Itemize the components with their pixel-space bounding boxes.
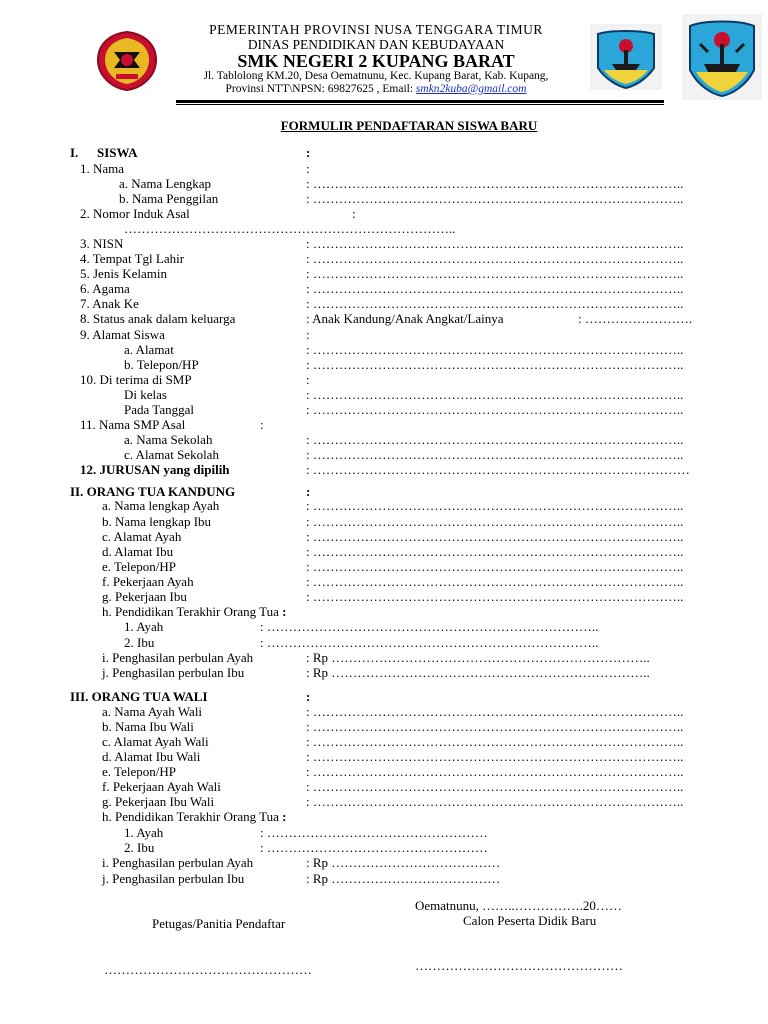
field-ibu-pekerjaan[interactable]: : ………………………………………………………………………….. [306,589,684,604]
label-ayah-alamat: c. Alamat Ayah [102,529,182,544]
field-wali-ayah-pekerjaan[interactable]: : ………………………………………………………………………….. [306,779,684,794]
ortu-pendidikan-colon: : [282,604,287,619]
label-alamat-sekolah: c. Alamat Sekolah [124,447,219,462]
field-wali-ibu-alamat[interactable]: : ………………………………………………………………………….. [306,749,684,764]
email-link[interactable]: smkn2kuba@gmail.com [415,83,527,95]
colon-nama: : [306,161,310,176]
section3-colon: : [306,689,311,704]
label-nama: 1. Nama [80,161,125,176]
label-wali-ayah-pekerjaan: f. Pekerjaan Ayah Wali [102,779,221,794]
header-department: DINAS PENDIDIKAN DAN KEBUDAYAAN [247,37,505,52]
field-nama-lengkap[interactable]: : ………………………………………………………………………….. [306,176,684,191]
label-nama-lengkap: a. Nama Lengkap [119,176,212,191]
field-wali-ibu-nama[interactable]: : ………………………………………………………………………….. [306,719,684,734]
label-ibu-nama: b. Nama lengkap Ibu [102,514,212,529]
field-ibu-penghasilan[interactable]: : Rp ……………………………………………………………….. [306,665,650,680]
label-ayah-penghasilan: i. Penghasilan perbulan Ayah [102,650,254,665]
wali-pendidikan-colon: : [282,809,287,824]
field-nama-penggilan[interactable]: : ………………………………………………………………………….. [306,191,684,206]
header-contact [166,83,586,95]
label-wali-pendidikan [102,809,286,824]
label-ortu-pendidikan [102,604,286,619]
section3-heading: III. ORANG TUA WALI [70,689,208,704]
signature-right-line[interactable]: ………………………………………… [415,958,623,973]
label-status-keluarga: 8. Status anak dalam keluarga [80,311,236,326]
label-wali-ibu-penghasilan: j. Penghasilan perbulan Ibu [102,871,245,886]
field-wali-ibu-penghasilan[interactable]: : Rp ………………………………… [306,871,501,886]
label-di-kelas: Di kelas [124,387,167,402]
label-wali-ibu-nama: b. Nama Ibu Wali [102,719,194,734]
header-rule-thick [176,100,664,103]
label-ibu-alamat: d. Alamat Ibu [102,544,174,559]
colon-nomor-induk: : [352,206,356,221]
label-anak-ke: 7. Anak Ke [80,296,139,311]
field-wali-pendidikan-ayah[interactable]: : …………………………………………… [260,825,488,840]
field-telepon-siswa[interactable]: : ………………………………………………………………………….. [306,357,684,372]
field-ortu-telepon[interactable]: : ………………………………………………………………………….. [306,559,684,574]
label-wali-ayah-nama: a. Nama Ayah Wali [102,704,203,719]
section1-number: I. [70,145,79,160]
label-ibu-penghasilan: j. Penghasilan perbulan Ibu [102,665,245,680]
label-alamat-siswa: 9. Alamat Siswa [80,327,165,342]
field-ayah-penghasilan[interactable]: : Rp ……………………………………………………………….. [306,650,650,665]
label-wali-pendidikan-ibu: 2. Ibu [124,840,155,855]
field-di-kelas[interactable]: : ………………………………………………………………………….. [306,387,684,402]
signature-left-line[interactable]: ………………………………………… [104,962,312,977]
header-government: PEMERINTAH PROVINSI NUSA TENGGARA TIMUR [209,22,543,37]
status-options: : Anak Kandung/Anak Angkat/Lainya [306,311,504,326]
field-ibu-alamat[interactable]: : ………………………………………………………………………….. [306,544,684,559]
form-title: FORMULIR PENDAFTARAN SISWA BARU [280,118,538,133]
label-wali-pendidikan-ayah: 1. Ayah [124,825,164,840]
field-jenis-kelamin[interactable]: : ………………………………………………………………………….. [306,266,684,281]
field-ayah-alamat[interactable]: : ………………………………………………………………………….. [306,529,684,544]
field-wali-ayah-nama[interactable]: : ………………………………………………………………………….. [306,704,684,719]
label-nama-sekolah: a. Nama Sekolah [124,432,213,447]
field-jurusan[interactable]: : …………………………………………………………………………… [306,462,690,477]
label-ayah-nama: a. Nama lengkap Ayah [102,498,220,513]
provincial-emblem-icon [94,30,160,92]
field-nomor-induk[interactable]: ………………………………………………………………….. [124,221,456,236]
label-ortu-pendidikan-ibu: 2. Ibu [124,635,155,650]
label-telepon-siswa: b. Telepon/HP [124,357,199,372]
field-wali-ibu-pekerjaan[interactable]: : ………………………………………………………………………….. [306,794,684,809]
field-ortu-pendidikan-ayah[interactable]: : ………………………………………………………………….. [260,619,599,634]
ortu-pendidikan-text: h. Pendidikan Terakhir Orang Tua [102,604,283,619]
label-ortu-telepon: e. Telepon/HP [102,559,176,574]
label-ortu-pendidikan-ayah: 1. Ayah [124,619,164,634]
label-nama-penggilan: b. Nama Penggilan [119,191,219,206]
label-alamat: a. Alamat [124,342,174,357]
label-nomor-induk: 2. Nomor Induk Asal [80,206,190,221]
section1-heading: SISWA [97,145,138,160]
signature-right-title: Calon Peserta Didik Baru [463,913,597,928]
label-wali-telepon: e. Telepon/HP [102,764,176,779]
label-diterima: 10. Di terima di SMP [80,372,192,387]
field-wali-ayah-penghasilan[interactable]: : Rp ………………………………… [306,855,501,870]
colon-alamat-siswa: : [306,327,310,342]
field-wali-telepon[interactable]: : ………………………………………………………………………….. [306,764,684,779]
header-contact-text: Provinsi NTT\NPSN: 69827625 , Email: [225,83,416,95]
label-jurusan: 12. JURUSAN yang dipilih [80,462,230,477]
field-alamat-sekolah[interactable]: : ………………………………………………………………………….. [306,447,684,462]
label-ayah-pekerjaan: f. Pekerjaan Ayah [102,574,194,589]
label-wali-ayah-alamat: c. Alamat Ayah Wali [102,734,209,749]
label-smp-asal: 11. Nama SMP Asal [80,417,186,432]
field-agama[interactable]: : ………………………………………………………………………….. [306,281,684,296]
label-ibu-pekerjaan: g. Pekerjaan Ibu [102,589,187,604]
label-wali-ayah-penghasilan: i. Penghasilan perbulan Ayah [102,855,254,870]
wali-pendidikan-text: h. Pendidikan Terakhir Orang Tua [102,809,283,824]
label-wali-ibu-alamat: d. Alamat Ibu Wali [102,749,201,764]
header-address: Jl. Tablolong KM.20, Desa Oematnunu, Kec. Kupang Barat, Kab. Kupang, [203,70,549,82]
field-nisn[interactable]: : ………………………………………………………………………….. [306,236,684,251]
school-logo-icon [682,14,762,100]
label-jenis-kelamin: 5. Jenis Kelamin [80,266,168,281]
field-ortu-pendidikan-ibu[interactable]: : ………………………………………………………………….. [260,635,599,650]
place-date[interactable]: Oematnunu, ……..…………….20…… [415,898,622,913]
field-ibu-nama[interactable]: : ………………………………………………………………………….. [306,514,684,529]
header-rule-thin [176,104,664,105]
signature-left-title: Petugas/Panitia Pendaftar [152,916,286,931]
field-ayah-pekerjaan[interactable]: : ………………………………………………………………………….. [306,574,684,589]
field-alamat[interactable]: : ………………………………………………………………………….. [306,342,684,357]
school-logo-small-icon [590,24,662,90]
header-school-name: SMK NEGERI 2 KUPANG BARAT [237,51,515,71]
field-anak-ke[interactable]: : ………………………………………………………………………….. [306,296,684,311]
field-nama-sekolah[interactable]: : ………………………………………………………………………….. [306,432,684,447]
section1-colon: : [306,145,311,160]
section2-colon: : [306,484,311,499]
field-status-keluarga[interactable]: : ……………………. [578,311,693,326]
field-ayah-nama[interactable]: : ………………………………………………………………………….. [306,498,684,513]
field-ttl[interactable]: : ………………………………………………………………………….. [306,251,684,266]
label-nisn: 3. NISN [80,236,124,251]
field-pada-tanggal[interactable]: : ………………………………………………………………………….. [306,402,684,417]
label-ttl: 4. Tempat Tgl Lahir [80,251,185,266]
field-wali-ayah-alamat[interactable]: : ………………………………………………………………………….. [306,734,684,749]
colon-diterima: : [306,372,310,387]
label-pada-tanggal: Pada Tanggal [124,402,194,417]
colon-smp-asal: : [260,417,264,432]
section2-heading: II. ORANG TUA KANDUNG [70,484,236,499]
label-agama: 6. Agama [80,281,130,296]
label-wali-ibu-pekerjaan: g. Pekerjaan Ibu Wali [102,794,215,809]
field-wali-pendidikan-ibu[interactable]: : …………………………………………… [260,840,488,855]
